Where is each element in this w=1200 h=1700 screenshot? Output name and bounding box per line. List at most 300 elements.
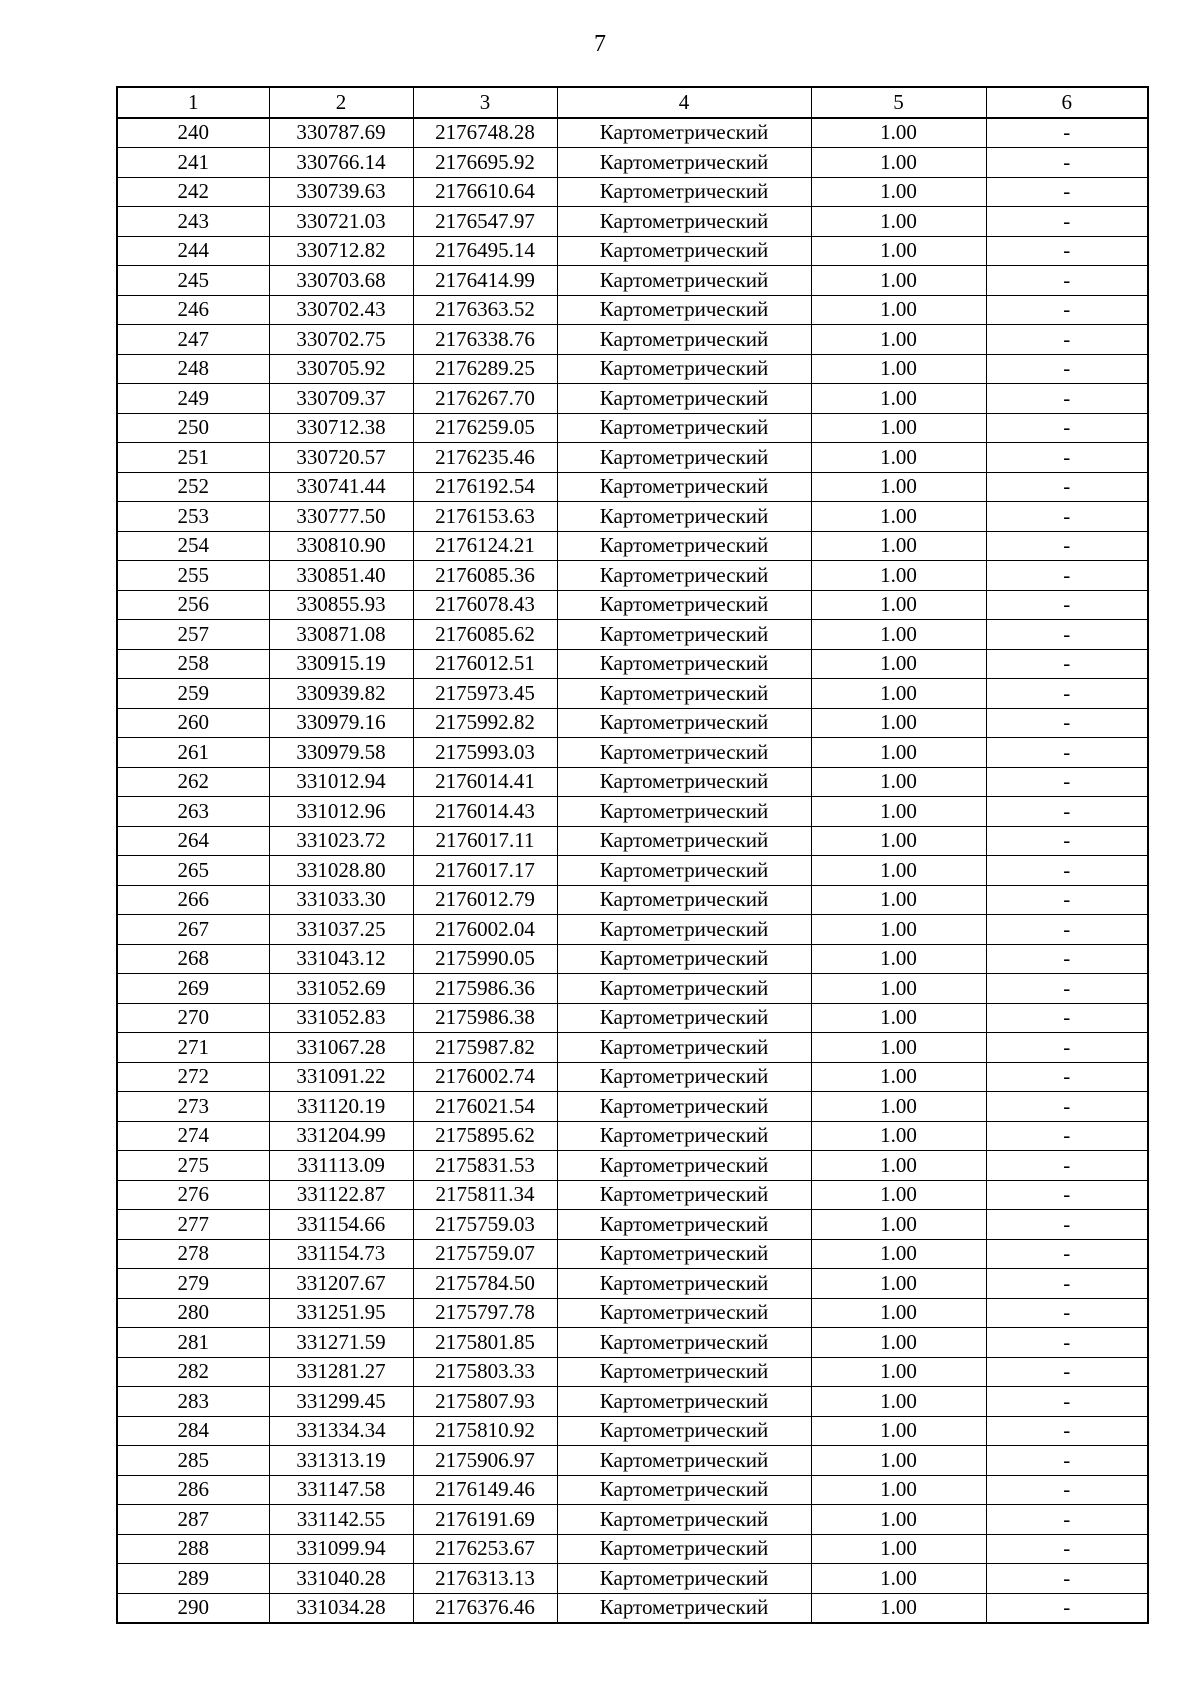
x-coordinate-cell: 331154.66 bbox=[269, 1210, 413, 1240]
method-cell: Картометрический bbox=[557, 826, 811, 856]
accuracy-cell: 1.00 bbox=[811, 1033, 986, 1063]
y-coordinate-cell: 2176085.36 bbox=[413, 561, 557, 591]
x-coordinate-cell: 331299.45 bbox=[269, 1387, 413, 1417]
accuracy-cell: 1.00 bbox=[811, 1505, 986, 1535]
note-cell: - bbox=[986, 502, 1148, 532]
accuracy-cell: 1.00 bbox=[811, 1475, 986, 1505]
point-number-cell: 258 bbox=[117, 649, 269, 679]
note-cell: - bbox=[986, 590, 1148, 620]
y-coordinate-cell: 2175810.92 bbox=[413, 1416, 557, 1446]
note-cell: - bbox=[986, 1062, 1148, 1092]
table-row bbox=[117, 413, 1148, 443]
note-cell: - bbox=[986, 148, 1148, 178]
table-row bbox=[117, 236, 1148, 266]
table-row bbox=[117, 649, 1148, 679]
note-cell: - bbox=[986, 826, 1148, 856]
table-row bbox=[117, 944, 1148, 974]
table-row bbox=[117, 1180, 1148, 1210]
note-cell: - bbox=[986, 118, 1148, 148]
x-coordinate-cell: 330703.68 bbox=[269, 266, 413, 296]
y-coordinate-cell: 2176002.74 bbox=[413, 1062, 557, 1092]
x-coordinate-cell: 331067.28 bbox=[269, 1033, 413, 1063]
accuracy-cell: 1.00 bbox=[811, 207, 986, 237]
table-row bbox=[117, 856, 1148, 886]
point-number-cell: 283 bbox=[117, 1387, 269, 1417]
method-cell: Картометрический bbox=[557, 1534, 811, 1564]
table-row bbox=[117, 826, 1148, 856]
accuracy-cell: 1.00 bbox=[811, 413, 986, 443]
x-coordinate-cell: 330702.43 bbox=[269, 295, 413, 325]
accuracy-cell: 1.00 bbox=[811, 1416, 986, 1446]
table-row bbox=[117, 1062, 1148, 1092]
x-coordinate-cell: 330720.57 bbox=[269, 443, 413, 473]
method-cell: Картометрический bbox=[557, 118, 811, 148]
column-header-6: 6 bbox=[986, 87, 1148, 118]
note-cell: - bbox=[986, 236, 1148, 266]
accuracy-cell: 1.00 bbox=[811, 384, 986, 414]
note-cell: - bbox=[986, 1210, 1148, 1240]
table-row bbox=[117, 1505, 1148, 1535]
method-cell: Картометрический bbox=[557, 531, 811, 561]
point-number-cell: 247 bbox=[117, 325, 269, 355]
accuracy-cell: 1.00 bbox=[811, 472, 986, 502]
note-cell: - bbox=[986, 620, 1148, 650]
method-cell: Картометрический bbox=[557, 767, 811, 797]
y-coordinate-cell: 2176338.76 bbox=[413, 325, 557, 355]
y-coordinate-cell: 2176547.97 bbox=[413, 207, 557, 237]
x-coordinate-cell: 331023.72 bbox=[269, 826, 413, 856]
accuracy-cell: 1.00 bbox=[811, 1357, 986, 1387]
table-row bbox=[117, 590, 1148, 620]
point-number-cell: 278 bbox=[117, 1239, 269, 1269]
column-header-5: 5 bbox=[811, 87, 986, 118]
note-cell: - bbox=[986, 1269, 1148, 1299]
note-cell: - bbox=[986, 1003, 1148, 1033]
table-row bbox=[117, 915, 1148, 945]
point-number-cell: 264 bbox=[117, 826, 269, 856]
point-number-cell: 240 bbox=[117, 118, 269, 148]
method-cell: Картометрический bbox=[557, 1062, 811, 1092]
method-cell: Картометрический bbox=[557, 1033, 811, 1063]
method-cell: Картометрический bbox=[557, 944, 811, 974]
table-row bbox=[117, 1239, 1148, 1269]
x-coordinate-cell: 330702.75 bbox=[269, 325, 413, 355]
accuracy-cell: 1.00 bbox=[811, 1003, 986, 1033]
point-number-cell: 288 bbox=[117, 1534, 269, 1564]
point-number-cell: 252 bbox=[117, 472, 269, 502]
x-coordinate-cell: 330721.03 bbox=[269, 207, 413, 237]
method-cell: Картометрический bbox=[557, 590, 811, 620]
x-coordinate-cell: 330712.82 bbox=[269, 236, 413, 266]
method-cell: Картометрический bbox=[557, 561, 811, 591]
y-coordinate-cell: 2175906.97 bbox=[413, 1446, 557, 1476]
point-number-cell: 261 bbox=[117, 738, 269, 768]
y-coordinate-cell: 2176363.52 bbox=[413, 295, 557, 325]
note-cell: - bbox=[986, 561, 1148, 591]
method-cell: Картометрический bbox=[557, 1357, 811, 1387]
y-coordinate-cell: 2175986.38 bbox=[413, 1003, 557, 1033]
y-coordinate-cell: 2176267.70 bbox=[413, 384, 557, 414]
x-coordinate-cell: 330871.08 bbox=[269, 620, 413, 650]
method-cell: Картометрический bbox=[557, 1239, 811, 1269]
method-cell: Картометрический bbox=[557, 679, 811, 709]
note-cell: - bbox=[986, 915, 1148, 945]
accuracy-cell: 1.00 bbox=[811, 915, 986, 945]
y-coordinate-cell: 2175895.62 bbox=[413, 1121, 557, 1151]
accuracy-cell: 1.00 bbox=[811, 148, 986, 178]
table-row bbox=[117, 118, 1148, 148]
point-number-cell: 260 bbox=[117, 708, 269, 738]
x-coordinate-cell: 330851.40 bbox=[269, 561, 413, 591]
point-number-cell: 242 bbox=[117, 177, 269, 207]
x-coordinate-cell: 331040.28 bbox=[269, 1564, 413, 1594]
method-cell: Картометрический bbox=[557, 384, 811, 414]
x-coordinate-cell: 331120.19 bbox=[269, 1092, 413, 1122]
x-coordinate-cell: 331142.55 bbox=[269, 1505, 413, 1535]
x-coordinate-cell: 330787.69 bbox=[269, 118, 413, 148]
method-cell: Картометрический bbox=[557, 266, 811, 296]
table-row bbox=[117, 1328, 1148, 1358]
table-header-row bbox=[117, 87, 1148, 118]
accuracy-cell: 1.00 bbox=[811, 1269, 986, 1299]
table-row bbox=[117, 1564, 1148, 1594]
table-row bbox=[117, 738, 1148, 768]
column-header-2: 2 bbox=[269, 87, 413, 118]
table-row bbox=[117, 1416, 1148, 1446]
method-cell: Картометрический bbox=[557, 1475, 811, 1505]
accuracy-cell: 1.00 bbox=[811, 1298, 986, 1328]
point-number-cell: 274 bbox=[117, 1121, 269, 1151]
point-number-cell: 270 bbox=[117, 1003, 269, 1033]
accuracy-cell: 1.00 bbox=[811, 649, 986, 679]
y-coordinate-cell: 2175987.82 bbox=[413, 1033, 557, 1063]
accuracy-cell: 1.00 bbox=[811, 266, 986, 296]
x-coordinate-cell: 331034.28 bbox=[269, 1593, 413, 1623]
accuracy-cell: 1.00 bbox=[811, 531, 986, 561]
y-coordinate-cell: 2175973.45 bbox=[413, 679, 557, 709]
note-cell: - bbox=[986, 177, 1148, 207]
table-row bbox=[117, 1534, 1148, 1564]
column-header-3: 3 bbox=[413, 87, 557, 118]
y-coordinate-cell: 2175801.85 bbox=[413, 1328, 557, 1358]
point-number-cell: 269 bbox=[117, 974, 269, 1004]
x-coordinate-cell: 331033.30 bbox=[269, 885, 413, 915]
method-cell: Картометрический bbox=[557, 1003, 811, 1033]
accuracy-cell: 1.00 bbox=[811, 1387, 986, 1417]
x-coordinate-cell: 331099.94 bbox=[269, 1534, 413, 1564]
x-coordinate-cell: 331281.27 bbox=[269, 1357, 413, 1387]
table-row bbox=[117, 1151, 1148, 1181]
table-row bbox=[117, 207, 1148, 237]
method-cell: Картометрический bbox=[557, 1593, 811, 1623]
method-cell: Картометрический bbox=[557, 1210, 811, 1240]
accuracy-cell: 1.00 bbox=[811, 118, 986, 148]
point-number-cell: 282 bbox=[117, 1357, 269, 1387]
method-cell: Картометрический bbox=[557, 738, 811, 768]
table-row bbox=[117, 266, 1148, 296]
method-cell: Картометрический bbox=[557, 974, 811, 1004]
point-number-cell: 245 bbox=[117, 266, 269, 296]
note-cell: - bbox=[986, 1121, 1148, 1151]
y-coordinate-cell: 2176695.92 bbox=[413, 148, 557, 178]
method-cell: Картометрический bbox=[557, 295, 811, 325]
table-row bbox=[117, 1003, 1148, 1033]
point-number-cell: 281 bbox=[117, 1328, 269, 1358]
table-row bbox=[117, 561, 1148, 591]
y-coordinate-cell: 2176012.51 bbox=[413, 649, 557, 679]
note-cell: - bbox=[986, 1298, 1148, 1328]
point-number-cell: 263 bbox=[117, 797, 269, 827]
point-number-cell: 273 bbox=[117, 1092, 269, 1122]
note-cell: - bbox=[986, 1357, 1148, 1387]
point-number-cell: 277 bbox=[117, 1210, 269, 1240]
method-cell: Картометрический bbox=[557, 325, 811, 355]
y-coordinate-cell: 2176259.05 bbox=[413, 413, 557, 443]
accuracy-cell: 1.00 bbox=[811, 1062, 986, 1092]
method-cell: Картометрический bbox=[557, 177, 811, 207]
accuracy-cell: 1.00 bbox=[811, 1180, 986, 1210]
method-cell: Картометрический bbox=[557, 443, 811, 473]
method-cell: Картометрический bbox=[557, 1564, 811, 1594]
method-cell: Картометрический bbox=[557, 1180, 811, 1210]
point-number-cell: 244 bbox=[117, 236, 269, 266]
x-coordinate-cell: 331091.22 bbox=[269, 1062, 413, 1092]
point-number-cell: 251 bbox=[117, 443, 269, 473]
y-coordinate-cell: 2176748.28 bbox=[413, 118, 557, 148]
method-cell: Картометрический bbox=[557, 915, 811, 945]
table-row bbox=[117, 384, 1148, 414]
point-number-cell: 255 bbox=[117, 561, 269, 591]
table-row bbox=[117, 1269, 1148, 1299]
accuracy-cell: 1.00 bbox=[811, 502, 986, 532]
point-number-cell: 250 bbox=[117, 413, 269, 443]
table-row bbox=[117, 885, 1148, 915]
column-header-1: 1 bbox=[117, 87, 269, 118]
y-coordinate-cell: 2176021.54 bbox=[413, 1092, 557, 1122]
x-coordinate-cell: 331037.25 bbox=[269, 915, 413, 945]
note-cell: - bbox=[986, 1239, 1148, 1269]
table-row bbox=[117, 354, 1148, 384]
x-coordinate-cell: 331052.69 bbox=[269, 974, 413, 1004]
note-cell: - bbox=[986, 649, 1148, 679]
accuracy-cell: 1.00 bbox=[811, 1121, 986, 1151]
table-row bbox=[117, 531, 1148, 561]
y-coordinate-cell: 2175990.05 bbox=[413, 944, 557, 974]
point-number-cell: 262 bbox=[117, 767, 269, 797]
method-cell: Картометрический bbox=[557, 797, 811, 827]
accuracy-cell: 1.00 bbox=[811, 1210, 986, 1240]
point-number-cell: 279 bbox=[117, 1269, 269, 1299]
y-coordinate-cell: 2176610.64 bbox=[413, 177, 557, 207]
x-coordinate-cell: 330766.14 bbox=[269, 148, 413, 178]
note-cell: - bbox=[986, 1387, 1148, 1417]
y-coordinate-cell: 2176153.63 bbox=[413, 502, 557, 532]
method-cell: Картометрический bbox=[557, 413, 811, 443]
accuracy-cell: 1.00 bbox=[811, 1239, 986, 1269]
note-cell: - bbox=[986, 472, 1148, 502]
y-coordinate-cell: 2176085.62 bbox=[413, 620, 557, 650]
y-coordinate-cell: 2175811.34 bbox=[413, 1180, 557, 1210]
table-row bbox=[117, 708, 1148, 738]
note-cell: - bbox=[986, 384, 1148, 414]
point-number-cell: 249 bbox=[117, 384, 269, 414]
x-coordinate-cell: 330739.63 bbox=[269, 177, 413, 207]
y-coordinate-cell: 2176017.17 bbox=[413, 856, 557, 886]
note-cell: - bbox=[986, 856, 1148, 886]
method-cell: Картометрический bbox=[557, 1328, 811, 1358]
x-coordinate-cell: 330979.58 bbox=[269, 738, 413, 768]
y-coordinate-cell: 2176414.99 bbox=[413, 266, 557, 296]
x-coordinate-cell: 331207.67 bbox=[269, 1269, 413, 1299]
point-number-cell: 287 bbox=[117, 1505, 269, 1535]
method-cell: Картометрический bbox=[557, 1387, 811, 1417]
x-coordinate-cell: 330810.90 bbox=[269, 531, 413, 561]
accuracy-cell: 1.00 bbox=[811, 1328, 986, 1358]
table-body bbox=[117, 118, 1148, 1624]
accuracy-cell: 1.00 bbox=[811, 1593, 986, 1623]
point-number-cell: 268 bbox=[117, 944, 269, 974]
note-cell: - bbox=[986, 944, 1148, 974]
note-cell: - bbox=[986, 738, 1148, 768]
note-cell: - bbox=[986, 531, 1148, 561]
x-coordinate-cell: 331012.96 bbox=[269, 797, 413, 827]
method-cell: Картометрический bbox=[557, 1151, 811, 1181]
point-number-cell: 259 bbox=[117, 679, 269, 709]
table-row bbox=[117, 1446, 1148, 1476]
point-number-cell: 272 bbox=[117, 1062, 269, 1092]
accuracy-cell: 1.00 bbox=[811, 974, 986, 1004]
accuracy-cell: 1.00 bbox=[811, 1446, 986, 1476]
note-cell: - bbox=[986, 1416, 1148, 1446]
x-coordinate-cell: 331147.58 bbox=[269, 1475, 413, 1505]
y-coordinate-cell: 2175831.53 bbox=[413, 1151, 557, 1181]
x-coordinate-cell: 330777.50 bbox=[269, 502, 413, 532]
accuracy-cell: 1.00 bbox=[811, 177, 986, 207]
y-coordinate-cell: 2176191.69 bbox=[413, 1505, 557, 1535]
method-cell: Картометрический bbox=[557, 1092, 811, 1122]
point-number-cell: 276 bbox=[117, 1180, 269, 1210]
y-coordinate-cell: 2175784.50 bbox=[413, 1269, 557, 1299]
x-coordinate-cell: 331012.94 bbox=[269, 767, 413, 797]
note-cell: - bbox=[986, 974, 1148, 1004]
point-number-cell: 280 bbox=[117, 1298, 269, 1328]
table-row bbox=[117, 1475, 1148, 1505]
note-cell: - bbox=[986, 797, 1148, 827]
method-cell: Картометрический bbox=[557, 1505, 811, 1535]
accuracy-cell: 1.00 bbox=[811, 561, 986, 591]
method-cell: Картометрический bbox=[557, 708, 811, 738]
y-coordinate-cell: 2176078.43 bbox=[413, 590, 557, 620]
y-coordinate-cell: 2176017.11 bbox=[413, 826, 557, 856]
x-coordinate-cell: 331052.83 bbox=[269, 1003, 413, 1033]
table-row bbox=[117, 1092, 1148, 1122]
accuracy-cell: 1.00 bbox=[811, 1534, 986, 1564]
note-cell: - bbox=[986, 1534, 1148, 1564]
point-number-cell: 256 bbox=[117, 590, 269, 620]
y-coordinate-cell: 2175759.03 bbox=[413, 1210, 557, 1240]
note-cell: - bbox=[986, 266, 1148, 296]
note-cell: - bbox=[986, 354, 1148, 384]
accuracy-cell: 1.00 bbox=[811, 236, 986, 266]
table-row bbox=[117, 1357, 1148, 1387]
x-coordinate-cell: 331043.12 bbox=[269, 944, 413, 974]
x-coordinate-cell: 330915.19 bbox=[269, 649, 413, 679]
note-cell: - bbox=[986, 1593, 1148, 1623]
note-cell: - bbox=[986, 885, 1148, 915]
y-coordinate-cell: 2175759.07 bbox=[413, 1239, 557, 1269]
x-coordinate-cell: 331028.80 bbox=[269, 856, 413, 886]
table-row bbox=[117, 620, 1148, 650]
point-number-cell: 290 bbox=[117, 1593, 269, 1623]
method-cell: Картометрический bbox=[557, 1121, 811, 1151]
method-cell: Картометрический bbox=[557, 856, 811, 886]
point-number-cell: 275 bbox=[117, 1151, 269, 1181]
y-coordinate-cell: 2175797.78 bbox=[413, 1298, 557, 1328]
point-number-cell: 266 bbox=[117, 885, 269, 915]
method-cell: Картометрический bbox=[557, 207, 811, 237]
accuracy-cell: 1.00 bbox=[811, 295, 986, 325]
x-coordinate-cell: 330712.38 bbox=[269, 413, 413, 443]
accuracy-cell: 1.00 bbox=[811, 767, 986, 797]
note-cell: - bbox=[986, 295, 1148, 325]
column-header-4: 4 bbox=[557, 87, 811, 118]
accuracy-cell: 1.00 bbox=[811, 738, 986, 768]
accuracy-cell: 1.00 bbox=[811, 1092, 986, 1122]
x-coordinate-cell: 331251.95 bbox=[269, 1298, 413, 1328]
y-coordinate-cell: 2175986.36 bbox=[413, 974, 557, 1004]
point-number-cell: 257 bbox=[117, 620, 269, 650]
x-coordinate-cell: 330855.93 bbox=[269, 590, 413, 620]
table-row bbox=[117, 1593, 1148, 1623]
y-coordinate-cell: 2176014.43 bbox=[413, 797, 557, 827]
y-coordinate-cell: 2176149.46 bbox=[413, 1475, 557, 1505]
note-cell: - bbox=[986, 1475, 1148, 1505]
y-coordinate-cell: 2176012.79 bbox=[413, 885, 557, 915]
note-cell: - bbox=[986, 1033, 1148, 1063]
y-coordinate-cell: 2176235.46 bbox=[413, 443, 557, 473]
accuracy-cell: 1.00 bbox=[811, 325, 986, 355]
note-cell: - bbox=[986, 1151, 1148, 1181]
table-row bbox=[117, 767, 1148, 797]
x-coordinate-cell: 330741.44 bbox=[269, 472, 413, 502]
note-cell: - bbox=[986, 767, 1148, 797]
point-number-cell: 284 bbox=[117, 1416, 269, 1446]
y-coordinate-cell: 2176289.25 bbox=[413, 354, 557, 384]
point-number-cell: 241 bbox=[117, 148, 269, 178]
note-cell: - bbox=[986, 1564, 1148, 1594]
accuracy-cell: 1.00 bbox=[811, 797, 986, 827]
accuracy-cell: 1.00 bbox=[811, 354, 986, 384]
x-coordinate-cell: 331113.09 bbox=[269, 1151, 413, 1181]
x-coordinate-cell: 331122.87 bbox=[269, 1180, 413, 1210]
y-coordinate-cell: 2176124.21 bbox=[413, 531, 557, 561]
point-number-cell: 246 bbox=[117, 295, 269, 325]
note-cell: - bbox=[986, 1328, 1148, 1358]
point-number-cell: 271 bbox=[117, 1033, 269, 1063]
table-row bbox=[117, 1121, 1148, 1151]
x-coordinate-cell: 331204.99 bbox=[269, 1121, 413, 1151]
table-row bbox=[117, 1033, 1148, 1063]
method-cell: Картометрический bbox=[557, 502, 811, 532]
x-coordinate-cell: 330709.37 bbox=[269, 384, 413, 414]
table-row bbox=[117, 177, 1148, 207]
accuracy-cell: 1.00 bbox=[811, 856, 986, 886]
note-cell: - bbox=[986, 207, 1148, 237]
table-row bbox=[117, 148, 1148, 178]
point-number-cell: 253 bbox=[117, 502, 269, 532]
note-cell: - bbox=[986, 1505, 1148, 1535]
table-row bbox=[117, 443, 1148, 473]
